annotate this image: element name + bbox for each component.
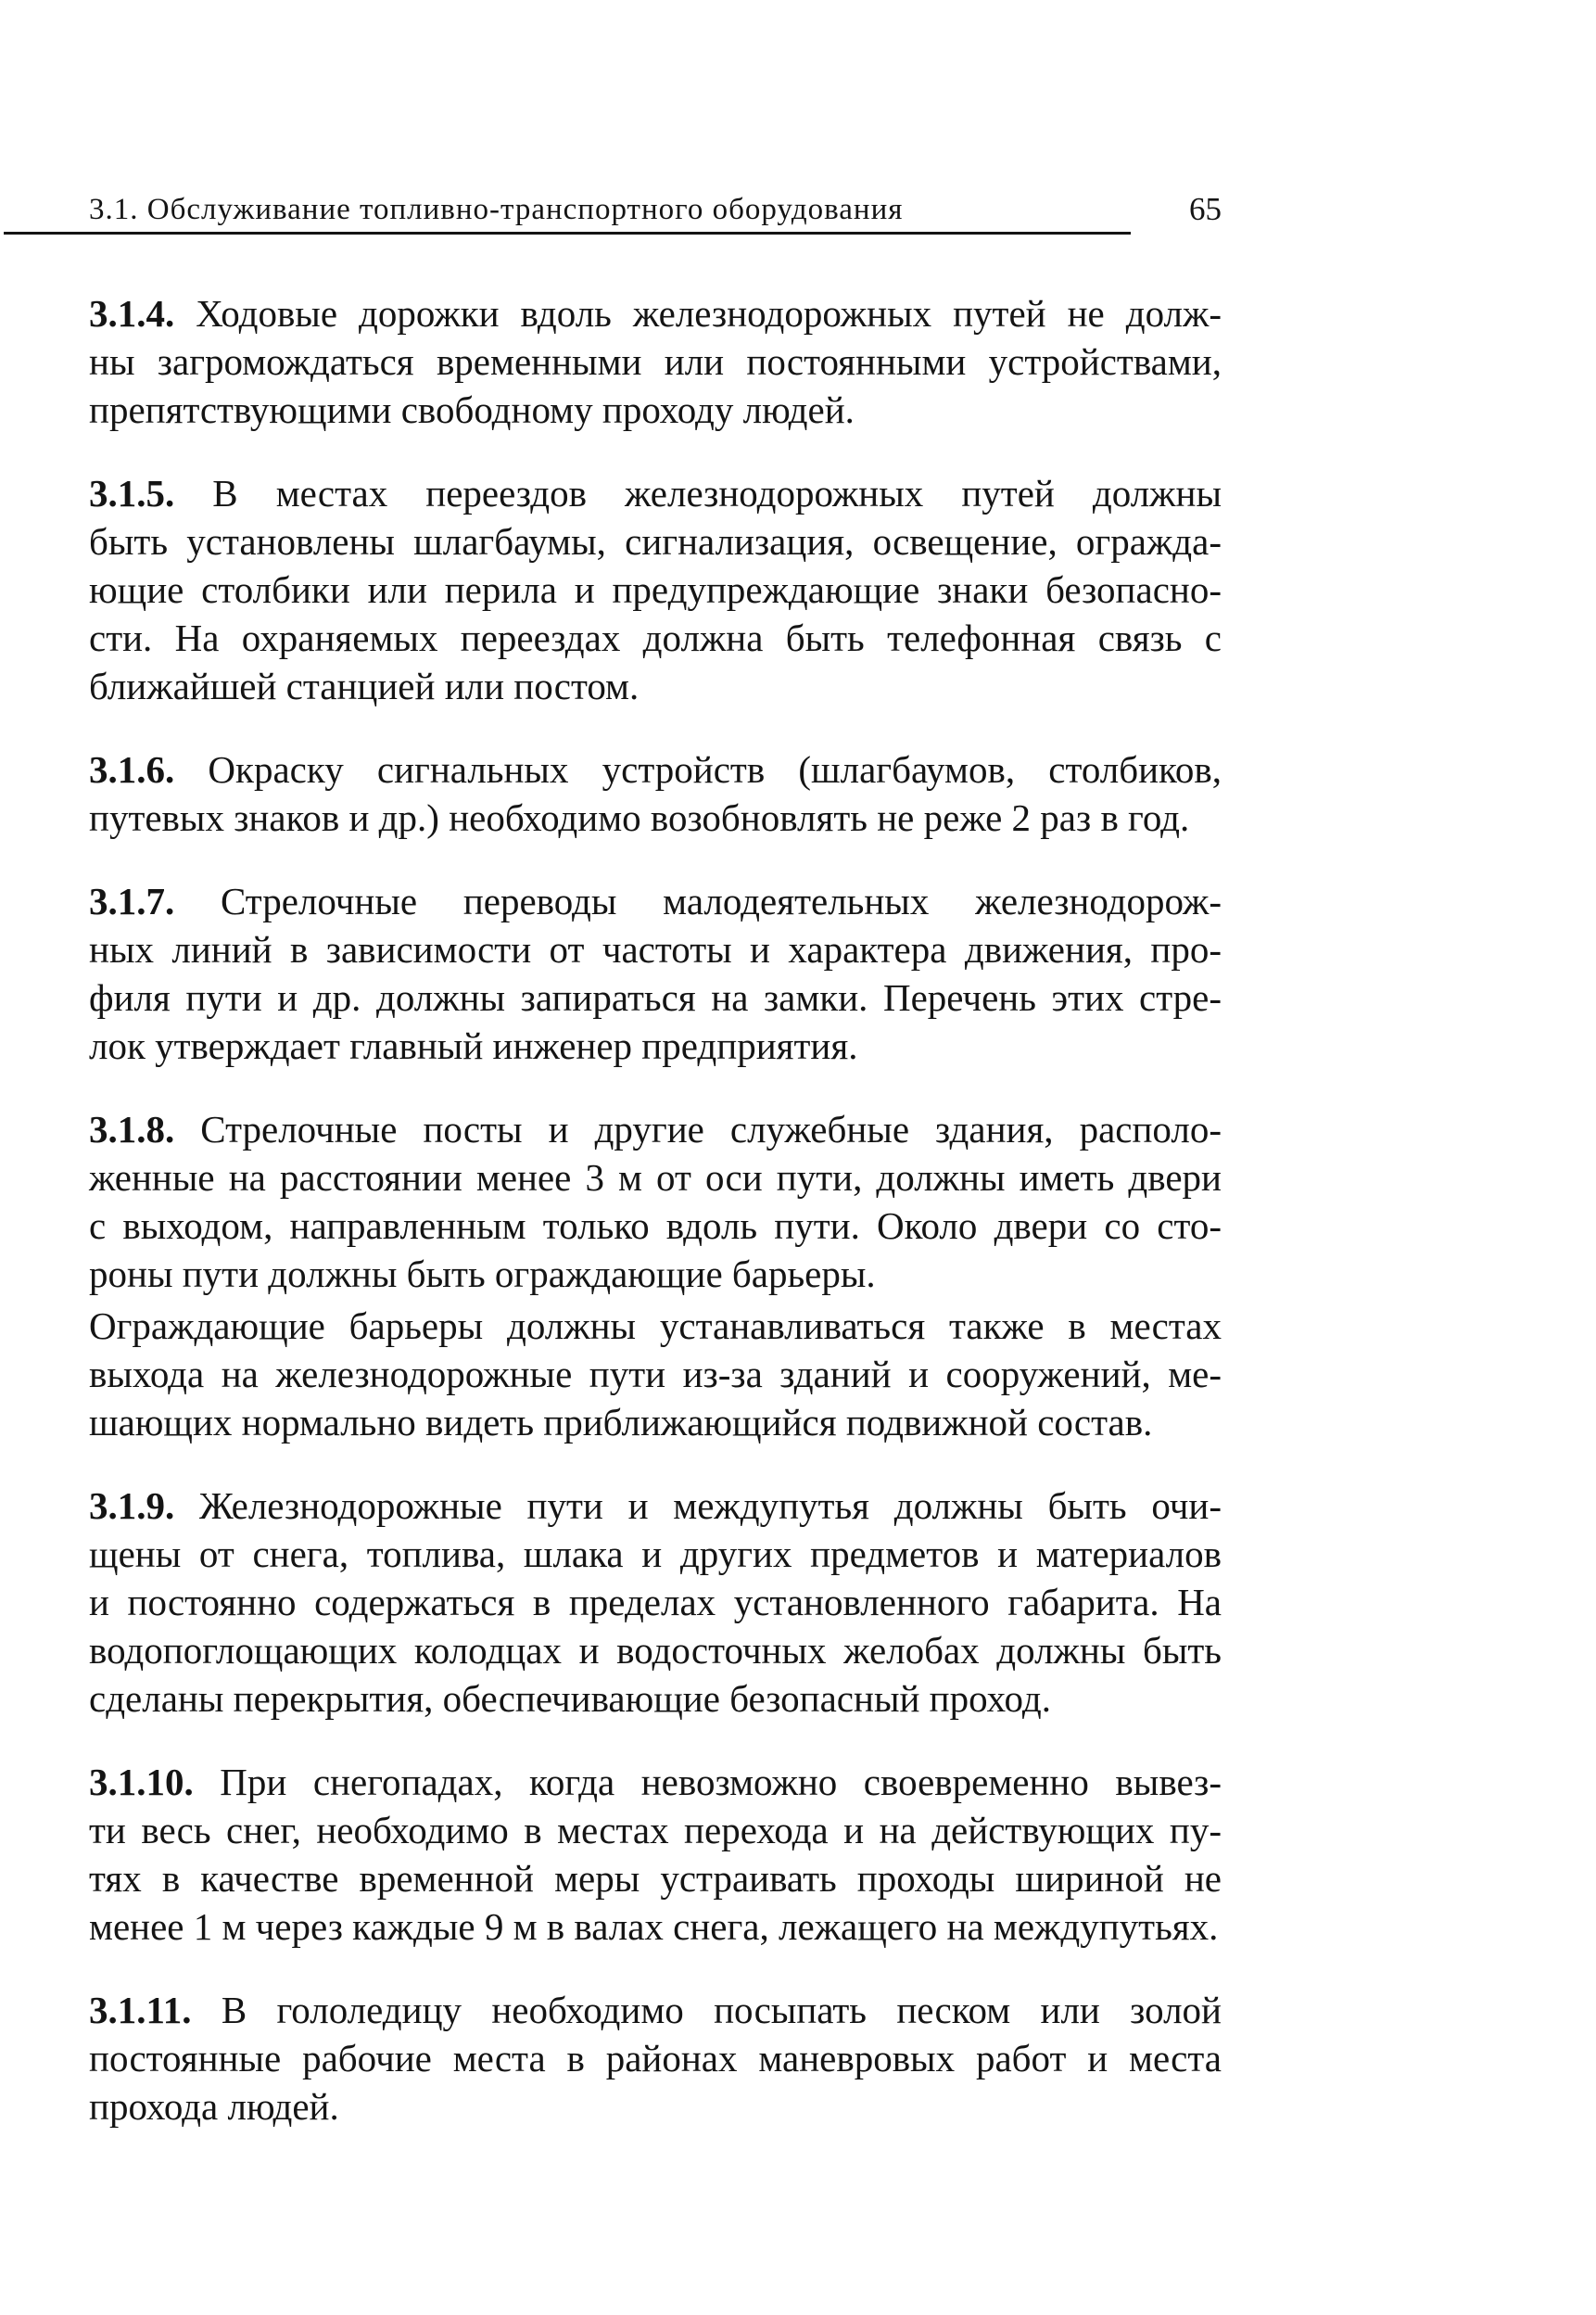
paragraph-line: ны загромождаться временными или постоянными устройствами, — [89, 340, 1222, 383]
paragraph-line: филя пути и др. должны запираться на замки. Перечень этих стре- — [89, 976, 1222, 1019]
paragraph-line: ющие столбики или перила и предупреждающие знаки безопасно- — [89, 568, 1222, 611]
clause-number: 3.1.10. — [89, 1761, 194, 1803]
paragraph-line: Ограждающие барьеры должны устанавливаться также в местах — [89, 1304, 1222, 1347]
paragraph-line: выхода на железнодорожные пути из-за зданий и сооружений, ме- — [89, 1353, 1222, 1395]
paragraph-line: с выходом, направленным только вдоль пути. Около двери со сто- — [89, 1204, 1222, 1247]
paragraph-line: лок утверждает главный инженер предприятия. — [89, 1024, 858, 1067]
paragraph-line: женные на расстоянии менее 3 м от оси пути, должны иметь двери — [89, 1156, 1222, 1199]
paragraph-line: щены от снега, топлива, шлака и других предметов и материалов — [89, 1533, 1222, 1575]
running-title: 3.1. Обслуживание топливно-транспортного оборудования — [89, 193, 904, 226]
paragraph-line: и постоянно содержаться в пределах установленного габарита. На — [89, 1581, 1222, 1623]
paragraph-line: прохода людей. — [89, 2085, 339, 2128]
paragraph-line: 3.1.10. При снегопадах, когда невозможно своевременно вывез- — [89, 1761, 1222, 1803]
paragraph-line: 3.1.9. Железнодорожные пути и междупутья должны быть очи- — [89, 1484, 1222, 1527]
paragraph-line: менее 1 м через каждые 9 м в валах снега, лежащего на междупутьях. — [89, 1905, 1219, 1948]
paragraph-line: 3.1.11. В гололедицу необходимо посыпать песком или золой — [89, 1989, 1222, 2031]
paragraph-3-1-7 — [89, 877, 1222, 1070]
clause-number: 3.1.7. — [89, 880, 175, 922]
paragraph-line: ти весь снег, необходимо в местах перехода и на действующих пу- — [89, 1809, 1222, 1851]
header-rule — [4, 232, 1131, 235]
page-number: 65 — [1189, 191, 1222, 227]
clause-number: 3.1.6. — [89, 748, 175, 791]
clause-number: 3.1.11. — [89, 1989, 192, 2031]
paragraph-3-1-8 — [89, 1105, 1222, 1298]
paragraph-line: шающих нормально видеть приближающийся подвижной состав. — [89, 1401, 1153, 1444]
paragraph-line: тях в качестве временной меры устраивать проходы шириной не — [89, 1857, 1222, 1900]
paragraph-3-1-11 — [89, 1986, 1222, 2131]
clause-number: 3.1.8. — [89, 1108, 175, 1151]
paragraph-3-1-5 — [89, 469, 1222, 710]
paragraph-line: постоянные рабочие места в районах маневровых работ и места — [89, 2037, 1222, 2080]
paragraph-line: водопоглощающих колодцах и водосточных желобах должны быть — [89, 1629, 1222, 1672]
clause-number: 3.1.5. — [89, 472, 175, 515]
paragraph-line: ных линий в зависимости от частоты и характера движения, про- — [89, 928, 1222, 971]
paragraph-line: сти. На охраняемых переездах должна быть телефонная связь с — [89, 617, 1222, 659]
paragraph-line: роны пути должны быть ограждающие барьеры. — [89, 1253, 876, 1295]
paragraph-3-1-8-continued — [89, 1302, 1222, 1446]
paragraph-line: путевых знаков и др.) необходимо возобновлять не реже 2 раз в год. — [89, 796, 1190, 839]
clause-number: 3.1.9. — [89, 1484, 175, 1527]
running-header — [89, 185, 1222, 234]
paragraph-3-1-4 — [89, 289, 1222, 434]
paragraph-line: 3.1.5. В местах переездов железнодорожных путей должны — [89, 472, 1222, 515]
clause-number: 3.1.4. — [89, 292, 175, 335]
paragraph-line: 3.1.4. Ходовые дорожки вдоль железнодорожных путей не долж- — [89, 292, 1222, 335]
document-body — [89, 289, 1222, 2131]
paragraph-line: препятствующими свободному проходу людей. — [89, 388, 855, 431]
paragraph-line: 3.1.8. Стрелочные посты и другие служебные здания, располо- — [89, 1108, 1222, 1151]
paragraph-line: 3.1.7. Стрелочные переводы малодеятельных железнодорож- — [89, 880, 1222, 922]
paragraph-3-1-10 — [89, 1758, 1222, 1951]
paragraph-3-1-6 — [89, 745, 1222, 842]
paragraph-3-1-9 — [89, 1482, 1222, 1723]
paragraph-line: быть установлены шлагбаумы, сигнализация, освещение, огражда- — [89, 520, 1222, 563]
paragraph-line: 3.1.6. Окраску сигнальных устройств (шлагбаумов, столбиков, — [89, 748, 1222, 791]
paragraph-line: сделаны перекрытия, обеспечивающие безопасный проход. — [89, 1677, 1051, 1720]
paragraph-line: ближайшей станцией или постом. — [89, 665, 640, 707]
